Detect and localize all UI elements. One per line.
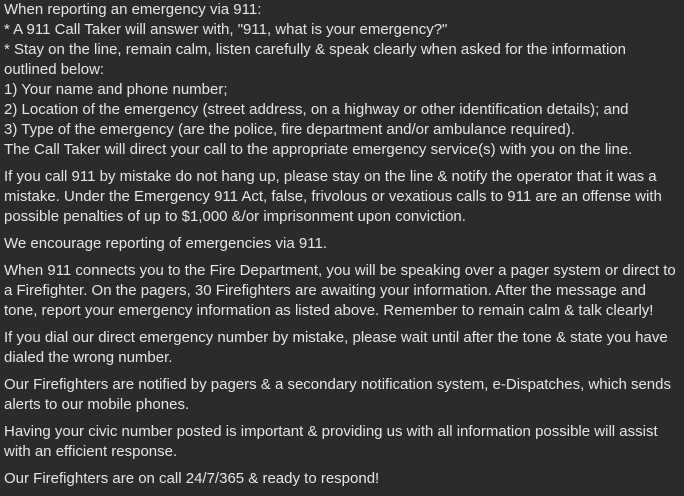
paragraph-on-call: Our Firefighters are on call 24/7/365 & ready to respond!	[4, 470, 380, 487]
emergency-info-text	[4, 0, 680, 496]
instruction-item-1: 1) Your name and phone number;	[4, 81, 228, 98]
reporting-instructions	[4, 0, 680, 160]
paragraph-notifications: Our Firefighters are notified by pagers & a secondary notification system, e-Dispatches, which sends alerts to our mobile phones.	[4, 376, 671, 413]
instruction-stay-on-line: * Stay on the line, remain calm, listen carefully & speak clearly when asked for the information outlined below:	[4, 41, 631, 78]
instructions-heading: When reporting an emergency via 911:	[4, 1, 262, 18]
instruction-item-3: 3) Type of the emergency (are the police, fire department and/or ambulance required).	[4, 121, 575, 138]
paragraph-civic-number: Having your civic number posted is important & providing us with all information possible will assist with an efficient response.	[4, 423, 658, 460]
paragraph-mistake-call: If you call 911 by mistake do not hang up, please stay on the line & notify the operator that it was a mistake. Under the Emergency 911 Act, false, frivolous or vexatious calls to 911 are an offense with possible penalties of up to $1,000 &/or imprisonment upon conviction.	[4, 168, 662, 225]
paragraph-fire-department: When 911 connects you to the Fire Department, you will be speaking over a pager system or direct to a Firefighter. On the pagers, 30 Firefighters are awaiting your information. After the message and tone, report your emergency information as listed above. Remember to remain calm & talk clearly!	[4, 262, 676, 319]
instruction-call-taker: * A 911 Call Taker will answer with, "911, what is your emergency?"	[4, 21, 448, 38]
instruction-item-2: 2) Location of the emergency (street address, on a highway or other identification details); and	[4, 101, 629, 118]
paragraph-encourage: We encourage reporting of emergencies via 911.	[4, 235, 327, 252]
paragraph-direct-number: If you dial our direct emergency number by mistake, please wait until after the tone & state you have dialed the wrong number.	[4, 329, 668, 366]
instruction-direct-call: The Call Taker will direct your call to the appropriate emergency service(s) with you on the line.	[4, 141, 633, 158]
